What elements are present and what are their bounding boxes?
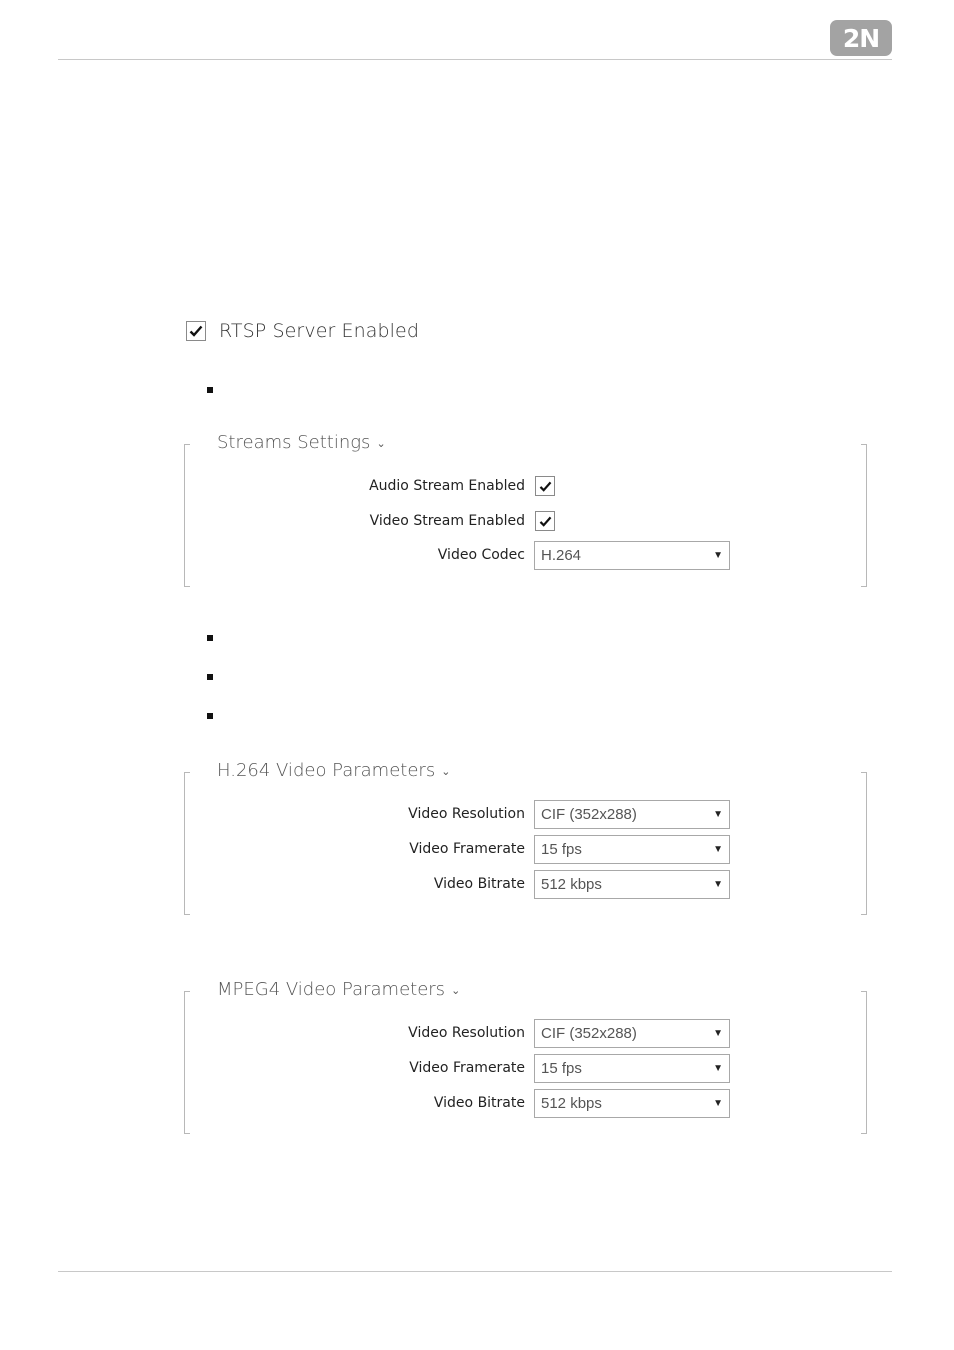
dropdown-arrow-icon: ▼ — [713, 844, 723, 855]
mpeg4-bitrate-select[interactable] — [534, 1089, 730, 1118]
mpeg4-bitrate-value: 512 kbps — [541, 1095, 602, 1112]
rtsp-server-toggle[interactable] — [186, 320, 419, 342]
check-icon — [539, 516, 552, 527]
h264-resolution-label: Video Resolution — [408, 806, 525, 822]
streams-settings-title: Streams Settings — [217, 432, 371, 453]
video-codec-row — [184, 540, 867, 570]
dropdown-arrow-icon: ▼ — [713, 879, 723, 890]
bullet-marker — [207, 635, 213, 641]
mpeg4-resolution-value: CIF (352x288) — [541, 1025, 637, 1042]
h264-bitrate-select[interactable] — [534, 870, 730, 899]
bullet-marker — [207, 387, 213, 393]
h264-framerate-label: Video Framerate — [409, 841, 525, 857]
mpeg4-framerate-value: 15 fps — [541, 1060, 582, 1077]
mpeg4-bitrate-row — [184, 1088, 867, 1118]
mpeg4-parameters-panel — [184, 979, 867, 1134]
mpeg4-parameters-header[interactable] — [217, 979, 464, 1000]
rtsp-server-label: RTSP Server Enabled — [219, 320, 420, 342]
h264-framerate-value: 15 fps — [541, 841, 582, 858]
h264-framerate-row — [184, 834, 867, 864]
mpeg4-resolution-select[interactable] — [534, 1019, 730, 1048]
audio-stream-row — [184, 471, 867, 501]
h264-resolution-value: CIF (352x288) — [541, 806, 637, 823]
mpeg4-resolution-label: Video Resolution — [408, 1025, 525, 1041]
chevron-down-icon[interactable]: ⌄ — [441, 765, 451, 778]
header-divider — [58, 59, 892, 60]
check-icon — [189, 325, 203, 337]
video-stream-checkbox[interactable] — [535, 511, 555, 531]
video-stream-label: Video Stream Enabled — [369, 513, 525, 529]
bullet-marker — [207, 674, 213, 680]
dropdown-arrow-icon: ▼ — [713, 1098, 723, 1109]
mpeg4-framerate-label: Video Framerate — [409, 1060, 525, 1076]
dropdown-arrow-icon: ▼ — [713, 1063, 723, 1074]
mpeg4-bitrate-label: Video Bitrate — [433, 1095, 525, 1111]
streams-settings-panel — [184, 432, 867, 587]
h264-bitrate-label: Video Bitrate — [433, 876, 525, 892]
audio-stream-label: Audio Stream Enabled — [369, 478, 525, 494]
h264-resolution-row — [184, 799, 867, 829]
h264-framerate-select[interactable] — [534, 835, 730, 864]
streams-settings-header[interactable] — [217, 432, 390, 453]
video-codec-select[interactable] — [534, 541, 730, 570]
h264-bitrate-row — [184, 869, 867, 899]
video-codec-label: Video Codec — [437, 547, 525, 563]
h264-parameters-title: H.264 Video Parameters — [217, 760, 436, 781]
brand-logo: 2N — [830, 20, 892, 56]
mpeg4-resolution-row — [184, 1018, 867, 1048]
dropdown-arrow-icon: ▼ — [713, 809, 723, 820]
video-stream-row — [184, 506, 867, 536]
h264-bitrate-value: 512 kbps — [541, 876, 602, 893]
video-codec-value: H.264 — [541, 547, 582, 564]
rtsp-server-checkbox[interactable] — [186, 321, 206, 341]
bullet-marker — [207, 713, 213, 719]
chevron-down-icon[interactable]: ⌄ — [451, 984, 461, 997]
mpeg4-parameters-title: MPEG4 Video Parameters — [217, 979, 446, 1000]
h264-parameters-panel — [184, 760, 867, 915]
audio-stream-checkbox[interactable] — [535, 476, 555, 496]
footer-divider — [58, 1271, 892, 1272]
check-icon — [539, 481, 552, 492]
h264-resolution-select[interactable] — [534, 800, 730, 829]
chevron-down-icon[interactable]: ⌄ — [376, 437, 386, 450]
dropdown-arrow-icon: ▼ — [713, 1028, 723, 1039]
h264-parameters-header[interactable] — [217, 760, 454, 781]
dropdown-arrow-icon: ▼ — [713, 550, 723, 561]
mpeg4-framerate-row — [184, 1053, 867, 1083]
mpeg4-framerate-select[interactable] — [534, 1054, 730, 1083]
